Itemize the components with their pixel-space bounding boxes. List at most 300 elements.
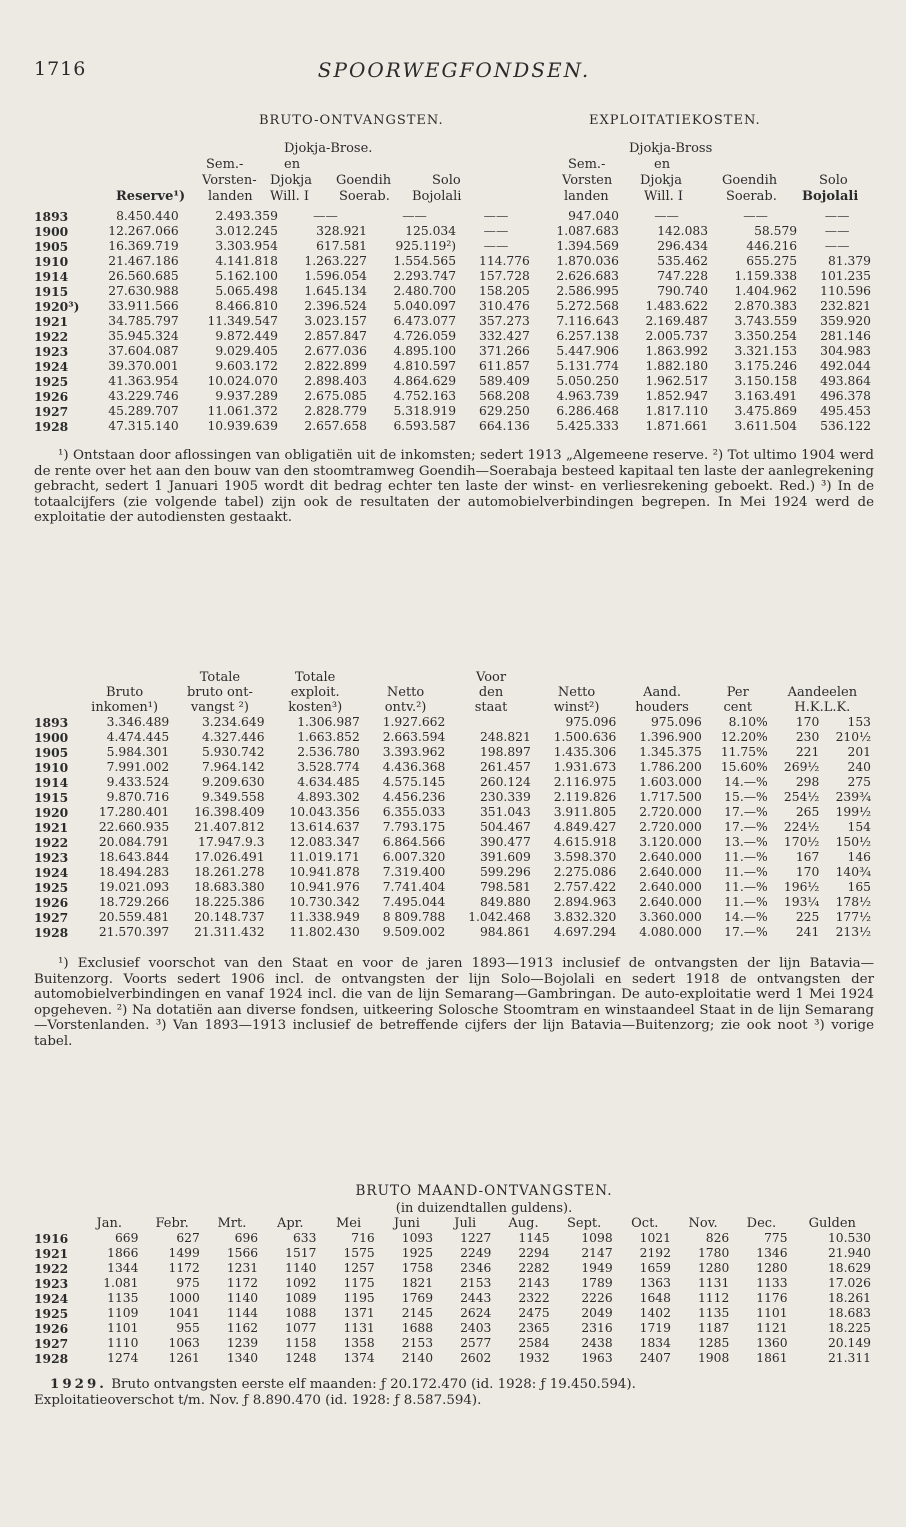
table-row [34, 1321, 874, 1336]
row-year: 1928 [34, 925, 69, 940]
cell: 2577 [460, 1336, 492, 1350]
cell: 3.234.649 [201, 715, 265, 729]
cell: 1.962.517 [645, 374, 709, 388]
column-header: Totale [295, 670, 336, 685]
row-year: 1925 [34, 880, 69, 895]
cell: 2403 [460, 1321, 492, 1335]
cell: 1092 [285, 1276, 317, 1290]
col-en: en [284, 157, 301, 172]
cell: 142.083 [657, 224, 709, 238]
cell: 1195 [343, 1291, 375, 1305]
cell: 664.136 [479, 419, 530, 433]
cell: 11.019.171 [289, 850, 360, 864]
cell: 17.—% [724, 820, 768, 834]
cell: 2.870.383 [734, 299, 798, 313]
table3-title: BRUTO MAAND-ONTVANGSTEN. [355, 1183, 613, 1199]
cell: 2.586.995 [556, 284, 619, 298]
table-row [34, 925, 874, 940]
cell: 589.409 [479, 374, 530, 388]
col-dj-1: Djokja [270, 173, 312, 188]
cell: 4.327.446 [201, 730, 265, 744]
table1-footnote: ¹) Ontstaan door aflossingen van obligatiën uit de inkomsten; sedert 1913 „Algemeene reserve. ²) Tot ultimo 1904 werd de rente over het aan den bouw van den stoomtramweg Goendih—Soerabaja besteed kapitaal ten laste der aanlegrekening gebracht, sedert 1 Januari 1905 wordt dit bedrag echter ten laste der winst- en verliesrekening geboekt. Red.) ³) In de totaalcijfers (zie volgende tabel) zijn ook de resultaten der automobielverbindingen begrepen. In Mei 1924 werd de exploitatie der autodiensten gestaakt. [34, 448, 874, 525]
cell: 2.275.086 [553, 865, 617, 879]
cell: 21.407.812 [194, 820, 265, 834]
cell: 4.141.818 [215, 254, 278, 268]
row-year: 1921 [34, 314, 69, 329]
cell: 11.802.430 [289, 925, 360, 939]
cell: 1112 [697, 1291, 730, 1305]
cell: 5.984.301 [106, 745, 170, 759]
cell: 178½ [835, 895, 871, 909]
cell: 2049 [581, 1306, 613, 1320]
column-header: Oct. [631, 1216, 659, 1231]
cell: 8.10% [728, 715, 768, 729]
page [34, 58, 874, 1408]
cell: 1.863.992 [645, 344, 709, 358]
cell: 2346 [460, 1261, 492, 1275]
table-row [34, 314, 874, 329]
row-year: 1914 [34, 269, 69, 284]
cell: 1769 [401, 1291, 434, 1305]
cell: 2438 [581, 1336, 613, 1350]
cell: 37.604.087 [108, 344, 179, 358]
cell: 13.—% [724, 835, 768, 849]
row-year: 1915 [34, 284, 69, 299]
cell: 1575 [343, 1246, 375, 1260]
cell: 1077 [285, 1321, 317, 1335]
cell: 281.146 [820, 329, 871, 343]
table-row [34, 730, 874, 745]
cell: 1187 [697, 1321, 730, 1335]
cell: 1.345.375 [639, 745, 702, 759]
cell: 3.611.504 [734, 419, 798, 433]
row-year: 1921 [34, 1246, 69, 1261]
col-edj-2: Will. I [644, 189, 684, 204]
cell: 199½ [835, 805, 871, 819]
cell: 5.065.498 [215, 284, 278, 298]
cell: 849.880 [479, 895, 531, 909]
cell: 332.427 [479, 329, 530, 343]
cell: 1.263.227 [304, 254, 367, 268]
column-header: Jan. [96, 1216, 122, 1231]
cell: 5.131.774 [556, 359, 619, 373]
cell: 18.225.386 [194, 895, 265, 909]
cell: 975.096 [565, 715, 617, 729]
cell: 18.683.380 [194, 880, 265, 894]
column-header: ontv.²) [384, 700, 427, 715]
column-header: Sept. [567, 1216, 602, 1231]
table-row [34, 865, 874, 880]
cell: 11.75% [720, 745, 768, 759]
cell: 154 [847, 820, 871, 834]
cell: 1.786.200 [639, 760, 702, 774]
cell: 1.871.661 [645, 419, 709, 433]
cell: 1000 [168, 1291, 200, 1305]
cell: 1041 [168, 1306, 200, 1320]
cell: 359.920 [820, 314, 871, 328]
cell: 5.272.568 [556, 299, 619, 313]
row-year: 1926 [34, 389, 69, 404]
table-row [34, 760, 874, 775]
cell: 1861 [756, 1351, 788, 1365]
cell: 2.493.359 [215, 209, 278, 223]
row-year: 1914 [34, 775, 69, 790]
cell: 1.435.306 [553, 745, 617, 759]
row-year: 1910 [34, 254, 69, 269]
cell: 504.467 [479, 820, 531, 834]
cell: 1.404.962 [734, 284, 798, 298]
column-header: Apr. [276, 1216, 304, 1231]
table-row [34, 745, 874, 760]
cell: 167 [795, 850, 820, 864]
cell: 826 [705, 1231, 730, 1245]
cell: 10.939.639 [207, 419, 278, 433]
cell: 4.893.302 [297, 790, 360, 804]
cell: 1499 [168, 1246, 200, 1260]
cell: 1374 [343, 1351, 375, 1365]
cell: 2602 [460, 1351, 492, 1365]
column-header [77, 670, 172, 685]
cell: 1135 [107, 1291, 139, 1305]
cell: 230 [795, 730, 820, 744]
cell: 1.663.852 [297, 730, 360, 744]
sub-bruto-heading: Djokja-Brose. [284, 141, 373, 156]
cell: 1144 [226, 1306, 259, 1320]
cell: 4.726.059 [393, 329, 457, 343]
cell: 696 [234, 1231, 259, 1245]
cell: 1.882.180 [645, 359, 709, 373]
cell: 170½ [783, 835, 820, 849]
header-row [34, 670, 874, 685]
cell: —— [824, 224, 850, 238]
cell: 1140 [226, 1291, 259, 1305]
cell: 2.640.000 [639, 895, 702, 909]
column-header [705, 670, 771, 685]
col-egoendih-2: Soerab. [726, 189, 777, 204]
cell: 170 [795, 715, 820, 729]
cell: 1402 [639, 1306, 671, 1320]
cell: 21.311.432 [194, 925, 265, 939]
cell: 1.554.565 [393, 254, 457, 268]
cell: 495.453 [820, 404, 871, 418]
cell: 9.509.002 [382, 925, 446, 939]
cell: 7.116.643 [556, 314, 619, 328]
table-row [34, 359, 874, 374]
cell: 20.559.481 [98, 910, 170, 924]
cell: 22.660.935 [98, 820, 170, 834]
cell: 798.581 [479, 880, 531, 894]
cell: 955 [176, 1321, 200, 1335]
cell: 110.596 [820, 284, 871, 298]
cell: 1.159.338 [734, 269, 798, 283]
cell: 2.396.524 [304, 299, 367, 313]
col-edj-1: Djokja [640, 173, 682, 188]
cell: 1098 [581, 1231, 613, 1245]
cell: 2.898.403 [304, 374, 367, 388]
col-goendih-2: Soerab. [339, 189, 390, 204]
cell: 1140 [285, 1261, 317, 1275]
cell: 1949 [581, 1261, 613, 1275]
cell: 1963 [581, 1351, 613, 1365]
cell: 1021 [639, 1231, 671, 1245]
cell: 2.005.737 [645, 329, 709, 343]
cell: 3.346.489 [106, 715, 170, 729]
cell: 5.162.100 [215, 269, 278, 283]
cell: 7.991.002 [106, 760, 170, 774]
column-header: winst²) [553, 700, 600, 715]
cell: 2365 [518, 1321, 550, 1335]
cell: 328.921 [316, 224, 367, 238]
cell: 1.500.636 [553, 730, 617, 744]
cell: 1280 [697, 1261, 730, 1275]
cell: 196½ [783, 880, 820, 894]
cell: 296.434 [657, 239, 709, 253]
row-year: 1926 [34, 1321, 69, 1336]
cell: 1093 [401, 1231, 434, 1245]
cell: 2.757.422 [553, 880, 617, 894]
cell: 6.286.468 [556, 404, 619, 418]
cell: 4.895.100 [393, 344, 457, 358]
table-row [34, 404, 874, 419]
cell: 6.864.566 [382, 835, 446, 849]
table-row [34, 239, 874, 254]
cell: 1285 [697, 1336, 730, 1350]
cell: 1.817.110 [645, 404, 709, 418]
header-blank [34, 670, 77, 685]
column-header: den [478, 685, 504, 700]
cell: 4.963.739 [556, 389, 619, 403]
cell: —— [824, 239, 850, 253]
table-row [34, 224, 874, 239]
cell: 21.467.186 [108, 254, 179, 268]
column-header [771, 670, 874, 685]
cell: 1239 [226, 1336, 259, 1350]
cell: 3.911.805 [553, 805, 617, 819]
cell: 35.945.324 [108, 329, 179, 343]
table-row [34, 419, 874, 434]
cell: 3.350.254 [734, 329, 798, 343]
cell: 568.208 [479, 389, 530, 403]
table-totaal [34, 670, 874, 1049]
cell: 2.857.847 [304, 329, 367, 343]
cell: 4.697.294 [553, 925, 617, 939]
cell: 27.630.988 [108, 284, 179, 298]
cell: 371.266 [479, 344, 530, 358]
cell: 1.394.569 [556, 239, 619, 253]
table-row [34, 1351, 874, 1366]
header-row [34, 700, 874, 715]
cell: 2226 [581, 1291, 613, 1305]
cell: 1.042.468 [468, 910, 531, 924]
cell: 4.810.597 [393, 359, 457, 373]
row-year: 1905 [34, 745, 69, 760]
table2-footnote: ¹) Exclusief voorschot van den Staat en voor de jaren 1893—1913 inclusief de ontvangsten der lijn Batavia—Buitenzorg. Voorts sedert 1906 incl. de ontvangsten der lijn Solo—Bojolali en sedert 1918 de ontvangsten der automobielverbindingen en vanaf 1924 incl. die van de lijn Semarang—Gambringan. De auto-exploitatie werd 1 Mei 1924 opgeheven. ²) Na dotatiën aan diverse fondsen, uitkeering Solosche Stoomtram en winstaandeel Staat in de lijn Semarang—Vorstenlanden. ³) Van 1893—1913 inclusief de betreffende cijfers der lijn Batavia—Buitenzorg; zie ook noot ³) vorige tabel. [34, 956, 874, 1049]
cell: 947.040 [568, 209, 619, 223]
cell: 18.643.844 [98, 850, 170, 864]
cell: 17.280.401 [98, 805, 170, 819]
cell: 9.937.289 [215, 389, 278, 403]
cell: 47.315.140 [108, 419, 179, 433]
cell: 3.150.158 [734, 374, 798, 388]
cell: 1.852.947 [645, 389, 709, 403]
row-year: 1925 [34, 374, 69, 389]
final-line2: Exploitatieoverschot t/m. Nov. ƒ 8.890.470 (id. 1928: ƒ 8.587.594). [34, 1393, 482, 1408]
table-row [34, 1336, 874, 1351]
cell: 146 [847, 850, 871, 864]
cell: 2145 [401, 1306, 434, 1320]
cell: 10.530 [827, 1231, 871, 1245]
cell: 3.393.962 [382, 745, 446, 759]
cell: 2.169.487 [645, 314, 709, 328]
row-year: 1924 [34, 359, 69, 374]
cell: 2192 [639, 1246, 671, 1260]
cell: 2.293.747 [393, 269, 457, 283]
cell: 4.634.485 [297, 775, 360, 789]
cell: 655.275 [746, 254, 798, 268]
cell: 6.257.138 [556, 329, 619, 343]
row-year: 1922 [34, 1261, 69, 1276]
cell: 3.528.774 [297, 760, 360, 774]
cell: 41.363.954 [108, 374, 179, 388]
cell: 1517 [285, 1246, 317, 1260]
cell: 260.124 [479, 775, 531, 789]
cell: 4.575.145 [382, 775, 446, 789]
cell: 7.964.142 [201, 760, 265, 774]
column-header: Netto [386, 685, 425, 700]
cell: 150½ [835, 835, 871, 849]
cell: 496.378 [820, 389, 871, 403]
cell: 2624 [460, 1306, 492, 1320]
table-row [34, 344, 874, 359]
cell: 8 809.788 [382, 910, 446, 924]
cell: 1758 [401, 1261, 434, 1275]
col-egoendih-1: Goendih [722, 173, 778, 188]
cell: 1.081 [103, 1276, 139, 1290]
cell: 2.675.085 [304, 389, 367, 403]
cell: 493.864 [820, 374, 871, 388]
cell: 611.857 [479, 359, 530, 373]
cell: 13.614.637 [289, 820, 360, 834]
cell: 14.—% [724, 910, 768, 924]
cell: 1274 [107, 1351, 139, 1365]
cell: 193¼ [783, 895, 820, 909]
row-year: 1920³) [34, 299, 80, 314]
cell: 18.494.283 [98, 865, 170, 879]
cell: 213½ [835, 925, 871, 939]
cell: 4.456.236 [382, 790, 446, 804]
table-row [34, 389, 874, 404]
cell: 6.593.587 [393, 419, 457, 433]
row-year: 1920 [34, 805, 69, 820]
cell: 4.864.629 [393, 374, 457, 388]
row-year: 1905 [34, 239, 69, 254]
cell: 310.476 [479, 299, 530, 313]
cell: 2443 [460, 1291, 492, 1305]
cell: 1131 [697, 1276, 730, 1290]
cell: 298 [795, 775, 820, 789]
cell: 627 [176, 1231, 200, 1245]
col-esem-3: landen [564, 189, 609, 204]
cell: 7.319.400 [382, 865, 446, 879]
cell: 17.026.491 [194, 850, 265, 864]
column-header: Voor [476, 670, 507, 685]
cell: 158.205 [479, 284, 530, 298]
cell: 11.—% [724, 895, 768, 909]
row-year: 1924 [34, 1291, 69, 1306]
row-year: 1900 [34, 224, 69, 239]
cell: 10.941.878 [289, 865, 360, 879]
cell: 1.483.622 [645, 299, 709, 313]
cell: 10.024.070 [207, 374, 278, 388]
row-year: 1923 [34, 1276, 69, 1291]
cell: 21.940 [827, 1246, 871, 1260]
cell: 1.087.683 [556, 224, 619, 238]
cell: 629.250 [479, 404, 530, 418]
cell: 2.657.658 [304, 419, 367, 433]
table-row [34, 835, 874, 850]
column-header: Febr. [155, 1216, 189, 1231]
cell: 20.084.791 [98, 835, 170, 849]
cell: 446.216 [746, 239, 798, 253]
cell: 45.289.707 [108, 404, 179, 418]
column-header: Aandeelen [787, 685, 858, 700]
table-row [34, 1246, 874, 1261]
cell: 1.603.000 [639, 775, 702, 789]
cell: 1.717.500 [639, 790, 702, 804]
cell: 4.849.427 [553, 820, 617, 834]
cell: 390.477 [479, 835, 531, 849]
cell: 170 [795, 865, 820, 879]
cell [448, 715, 534, 730]
cell: 1.306.987 [297, 715, 360, 729]
cell: 58.579 [754, 224, 798, 238]
column-header: Aug. [508, 1216, 539, 1231]
row-year: 1928 [34, 419, 69, 434]
cell: 12.20% [720, 730, 768, 744]
cell: 7.495.044 [382, 895, 446, 909]
cell: 248.821 [479, 730, 531, 744]
cell: 1371 [343, 1306, 375, 1320]
cell: 11.—% [724, 850, 768, 864]
cell: 3.120.000 [639, 835, 702, 849]
cell: 3.303.954 [215, 239, 278, 253]
cell: 4.474.445 [106, 730, 170, 744]
cell: 391.609 [479, 850, 531, 864]
row-year: 1926 [34, 895, 69, 910]
row-year: 1893 [34, 209, 69, 224]
cell: 1162 [226, 1321, 259, 1335]
cell: 101.235 [820, 269, 871, 283]
cell: 4.752.163 [393, 389, 457, 403]
cell: 1346 [756, 1246, 788, 1260]
cell: 1648 [639, 1291, 671, 1305]
cell: 1088 [285, 1306, 317, 1320]
table1-body [34, 209, 874, 434]
cell: 1834 [639, 1336, 671, 1350]
cell: 20.149 [827, 1336, 871, 1350]
column-header: vangst ²) [190, 700, 249, 715]
cell: 261.457 [479, 760, 531, 774]
cell: 2.536.780 [297, 745, 360, 759]
cell: 5.040.097 [393, 299, 457, 313]
cell: —— [483, 209, 509, 223]
cell: 17.026 [827, 1276, 871, 1290]
cell: 1908 [697, 1351, 730, 1365]
cell: 33.911.566 [108, 299, 179, 313]
cell: 1.645.134 [304, 284, 367, 298]
cell: 535.462 [657, 254, 709, 268]
cell: 1.396.900 [639, 730, 702, 744]
